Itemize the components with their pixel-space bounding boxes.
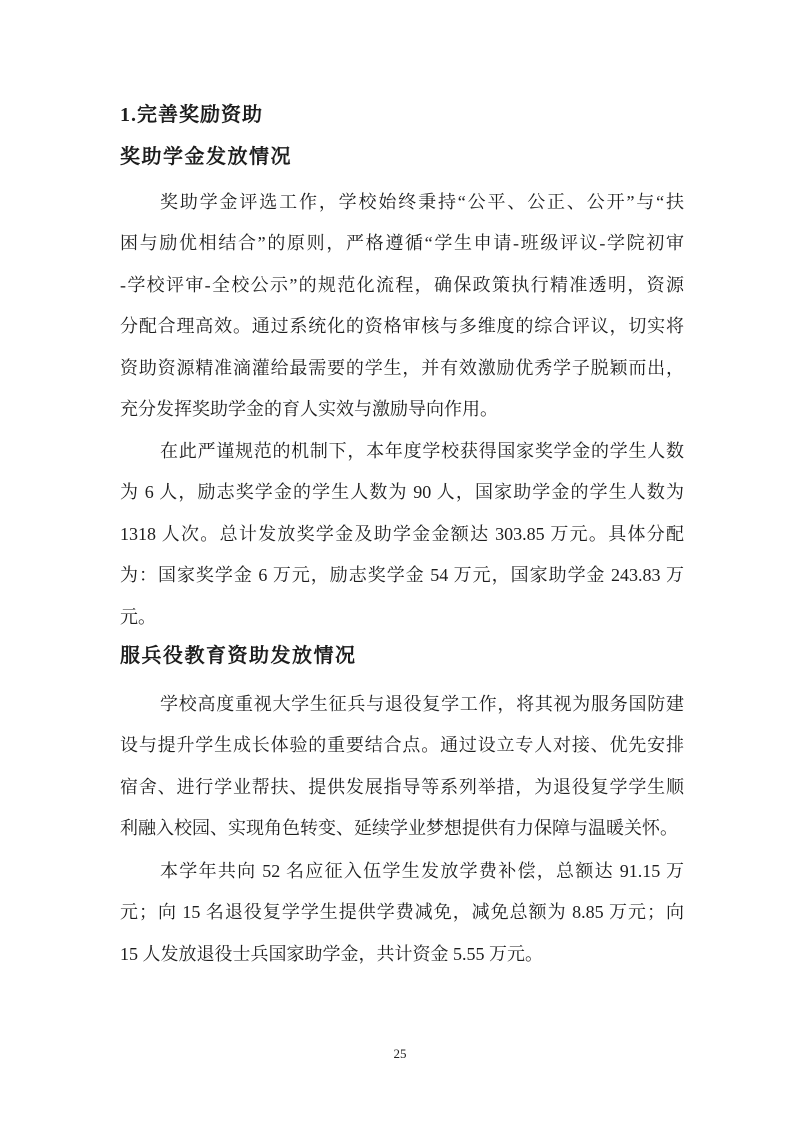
paragraph-scholarship-selection xyxy=(120,182,684,430)
paragraph-line: -学校评审-全校公示”的规范化流程，确保政策执行精准透明，资源 xyxy=(120,274,684,295)
heading-improve-rewards: 1.完善奖励资助 xyxy=(120,104,263,126)
paragraph-line: 本学年共向 52 名应征入伍学生发放学费补偿，总额达 91.15 万 xyxy=(160,861,684,881)
paragraph-line: 利融入校园、实现角色转变、延续学业梦想提供有力保障与温暖关怀。 xyxy=(120,818,678,839)
paragraph-line: 奖助学金评选工作，学校始终秉持“公平、公正、公开”与“扶 xyxy=(160,192,684,212)
paragraph-line: 在此严谨规范的机制下，本年度学校获得国家奖学金的学生人数 xyxy=(160,441,684,461)
paragraph-line: 困与励优相结合”的原则，严格遵循“学生申请-班级评议-学院初审 xyxy=(120,233,684,254)
paragraph-line: 资助资源精准滴灌给最需要的学生，并有效激励优秀学子脱颖而出， xyxy=(120,357,684,378)
heading-military-service-funding: 服兵役教育资助发放情况 xyxy=(120,645,357,667)
paragraph-veteran-support xyxy=(120,684,684,850)
paragraph-line: 15 人发放退役士兵国家助学金，共计资金 5.55 万元。 xyxy=(120,943,543,964)
paragraph-line: 1318 人次。总计发放奖学金及助学金金额达 303.85 万元。具体分配 xyxy=(120,523,684,544)
paragraph-line: 为 6 人，励志奖学金的学生人数为 90 人，国家助学金的学生人数为 xyxy=(120,482,684,503)
heading-scholarship-distribution: 奖助学金发放情况 xyxy=(120,146,292,168)
paragraph-line: 元；向 15 名退役复学学生提供学费减免，减免总额为 8.85 万元；向 xyxy=(120,902,684,923)
paragraph-line: 充分发挥奖助学金的育人实效与激励导向作用。 xyxy=(120,398,498,419)
paragraph-line: 分配合理高效。通过系统化的资格审核与多维度的综合评议，切实将 xyxy=(120,316,684,337)
paragraph-scholarship-statistics xyxy=(120,431,684,638)
paragraph-line: 设与提升学生成长体验的重要结合点。通过设立专人对接、优先安排 xyxy=(120,735,684,756)
paragraph-line: 宿舍、进行学业帮扶、提供发展指导等系列举措，为退役复学学生顺 xyxy=(120,776,684,797)
paragraph-line: 元。 xyxy=(120,606,156,627)
paragraph-line: 学校高度重视大学生征兵与退役复学工作，将其视为服务国防建 xyxy=(160,694,684,714)
paragraph-line: 为：国家奖学金 6 万元，励志奖学金 54 万元，国家助学金 243.83 万 xyxy=(120,565,684,586)
page-number: 25 xyxy=(393,1046,407,1061)
paragraph-veteran-funding xyxy=(120,851,684,975)
